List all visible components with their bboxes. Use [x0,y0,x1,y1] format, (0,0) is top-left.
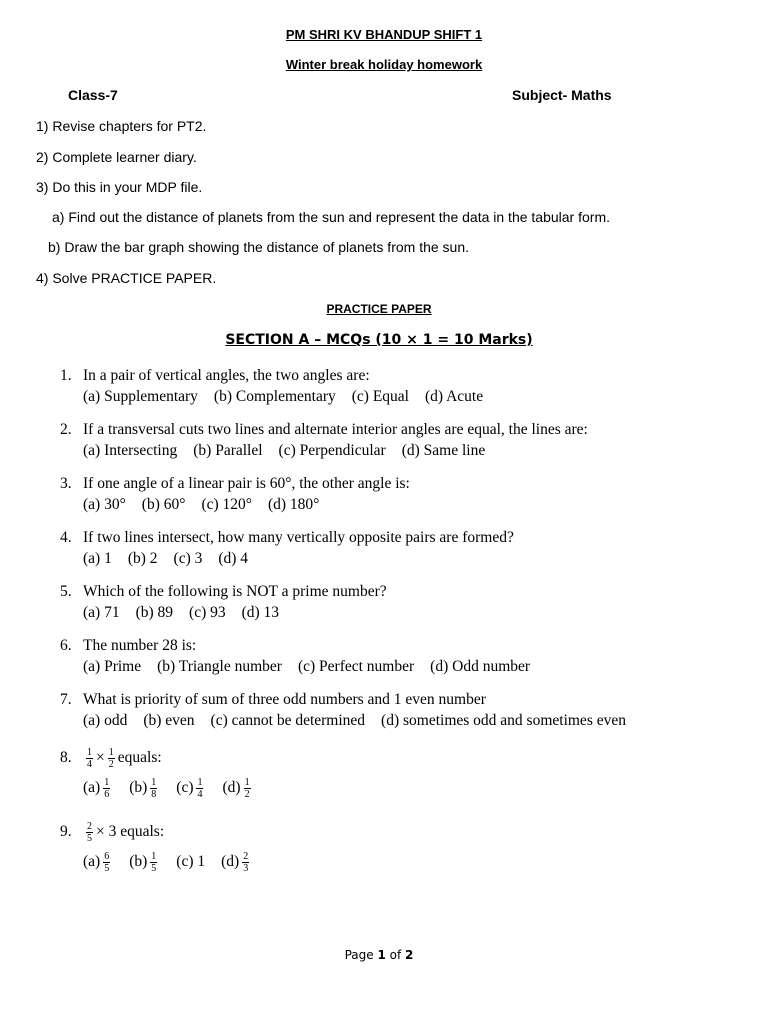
fraction: $\frac{1}{4}$ [87,746,92,770]
option-a: (a) Prime [83,657,142,675]
option-d: (d) sometimes odd and sometimes even [381,711,626,729]
practice-paper-heading: PRACTICE PAPER [326,302,432,316]
question-6 [60,635,760,677]
option-c: (c) 93 [189,603,226,621]
section-a-heading: SECTION A – MCQs (10 × 1 = 10 Marks) [225,332,533,348]
option-d: (d) $\frac{2}{3}$ [221,850,249,874]
option-d: (d) 13 [241,603,280,621]
option-c: (c) 120° [201,495,252,513]
option-d: (d) 180° [267,495,320,513]
option-d: (d) Acute [424,387,484,405]
option-a: (a) $\frac{6}{5}$ [83,850,110,874]
page-footer: Page 1 of 2 [344,948,414,962]
question-number: 2. [60,420,72,438]
question-1 [60,365,760,407]
question-number: 7. [60,690,72,708]
task-4: 4) Solve PRACTICE PAPER. [36,270,217,286]
subject-label: Subject- Maths [512,87,612,103]
question-9 [60,818,760,878]
option-a: (a) 30° [83,495,126,513]
fraction: $\frac{2}{5}$ [87,820,92,844]
question-text: × 3 equals: [96,823,165,840]
question-text: If one angle of a linear pair is 60°, the other angle is: [83,474,410,492]
question-number: 3. [60,474,72,492]
option-b: (b) 89 [135,603,174,621]
page-current: 1 [377,948,386,962]
option-a: (a) Supplementary [83,387,198,405]
question-8 [60,744,760,804]
option-d: (d) 4 [218,549,249,567]
homework-title: Winter break holiday homework [285,57,483,72]
task-3b: b) Draw the bar graph showing the distance of planets from the sun. [48,239,470,255]
question-number: 4. [60,528,72,546]
question-text: equals: [117,749,162,766]
option-a: (a) 1 [83,549,112,567]
option-d: (d) Same line [401,441,486,459]
option-c: (c) 1 [176,853,206,870]
option-a: (a) 71 [83,603,120,621]
option-c: (c) Perfect number [297,657,415,675]
question-text: What is priority of sum of three odd numbers and 1 even number [83,690,486,708]
task-3: 3) Do this in your MDP file. [36,179,203,195]
option-b: (b) 60° [141,495,186,513]
question-number: 5. [60,582,72,600]
option-a: (a) odd [83,711,128,729]
question-4 [60,527,760,569]
school-name: PM SHRI KV BHANDUP SHIFT 1 [285,27,483,42]
question-number: 6. [60,636,72,654]
question-2 [60,419,760,461]
question-7 [60,689,760,731]
option-b: (b) $\frac{1}{5}$ [129,850,157,874]
task-1: 1) Revise chapters for PT2. [36,118,207,134]
option-c: (c) 3 [173,549,203,567]
option-b: (b) even [143,711,195,729]
task-3a: a) Find out the distance of planets from the sun and represent the data in the tabular form. [52,209,610,225]
class-label: Class-7 [68,87,118,103]
option-a: (a) $\frac{1}{6}$ [83,776,110,800]
option-c: (c) Perpendicular [278,441,386,459]
question-text: In a pair of vertical angles, the two angles are: [83,366,370,384]
option-b: (b) Triangle number [157,657,282,675]
option-c: (c) Equal [351,387,409,405]
option-d: (d) $\frac{1}{2}$ [222,776,250,800]
fraction: $\frac{1}{2}$ [108,746,114,770]
question-number: 1. [60,366,72,384]
operator: × [96,749,105,766]
question-text: If a transversal cuts two lines and alternate interior angles are equal, the lines are: [83,420,588,438]
question-number: 9. [60,823,72,840]
option-b: (b) 2 [127,549,158,567]
option-c: (c) $\frac{1}{4}$ [176,776,203,800]
option-c: (c) cannot be determined [210,711,366,729]
question-number: 8. [60,749,72,766]
option-b: (b) $\frac{1}{8}$ [129,776,157,800]
question-5 [60,581,760,623]
question-3 [60,473,760,515]
page-total: 2 [405,948,414,962]
question-text: The number 28 is: [83,636,197,654]
option-d: (d) Odd number [430,657,531,675]
option-a: (a) Intersecting [83,441,178,459]
question-text: If two lines intersect, how many vertically opposite pairs are formed? [83,528,514,546]
option-b: (b) Parallel [193,441,263,459]
question-text: Which of the following is NOT a prime number? [83,582,387,600]
task-2: 2) Complete learner diary. [36,149,197,165]
option-b: (b) Complementary [213,387,336,405]
